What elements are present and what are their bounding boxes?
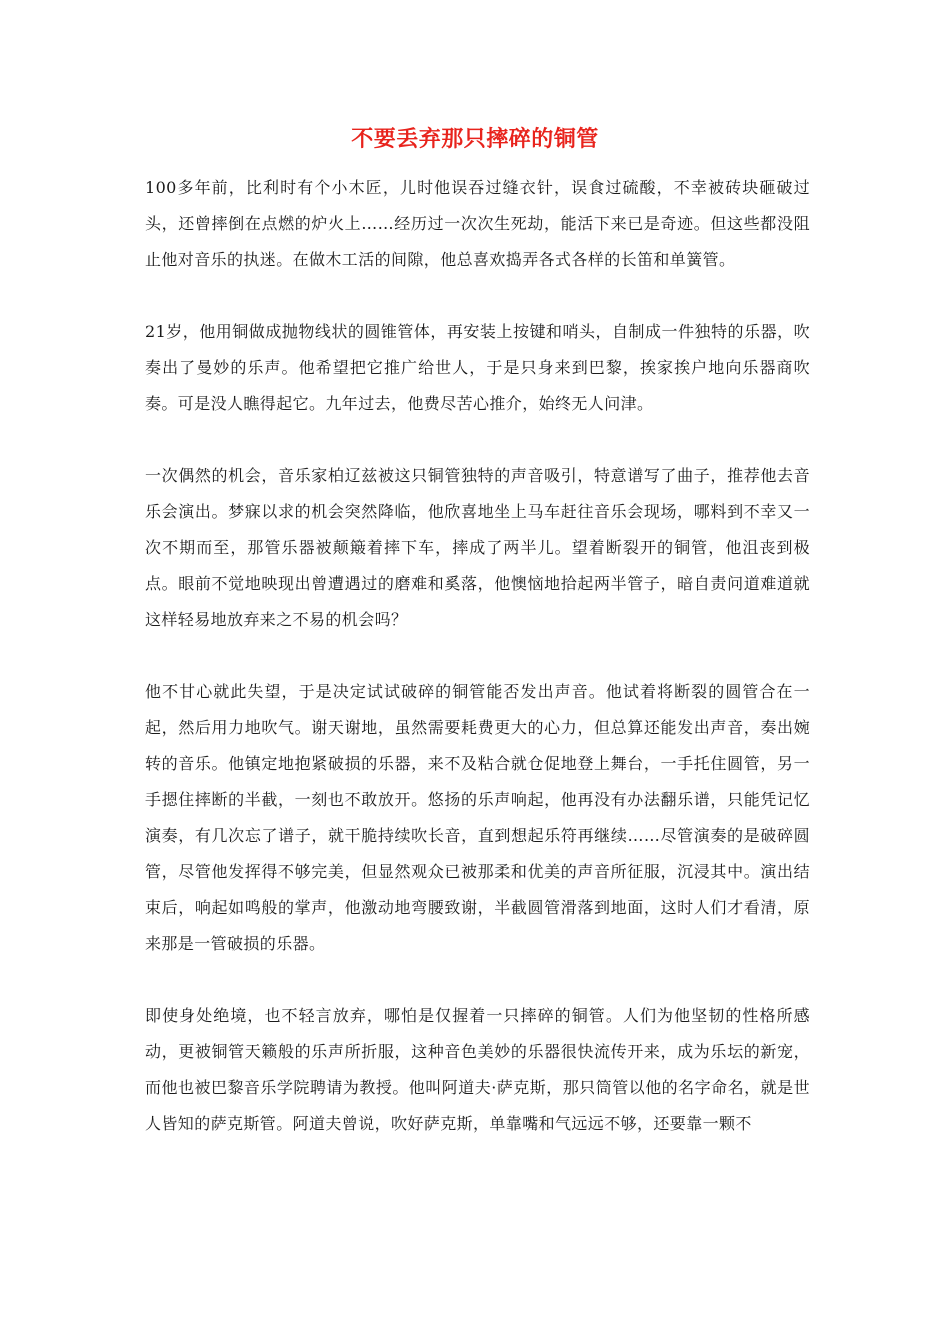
paragraph-2: 21岁，他用铜做成抛物线状的圆锥管体，再安装上按键和哨头，自制成一件独特的乐器，吹奏出了曼妙的乐声。他希望把它推广给世人，于是只身来到巴黎，挨家挨户地向乐器商吹奏。可是没人瞧得起它。九年过去，他费尽苦心推介，始终无人问津。 bbox=[145, 322, 810, 413]
document-title: 不要丢弃那只摔碎的铜管 bbox=[351, 126, 599, 152]
document-body bbox=[145, 170, 810, 1142]
paragraph-5: 即使身处绝境，也不轻言放弃，哪怕是仅握着一只摔碎的铜管。人们为他坚韧的性格所感动，更被铜管天籁般的乐声所折服，这种音色美妙的乐器很快流传开来，成为乐坛的新宠，而他也被巴黎音乐学院聘请为教授。他叫阿道夫·萨克斯，那只筒管以他的名字命名，就是世人皆知的萨克斯管。阿道夫曾说，吹好萨克斯，单靠嘴和气远远不够，还要靠一颗不 bbox=[145, 1006, 810, 1133]
paragraph-3: 一次偶然的机会，音乐家柏辽兹被这只铜管独特的声音吸引，特意谱写了曲子，推荐他去音乐会演出。梦寐以求的机会突然降临，他欣喜地坐上马车赶往音乐会现场，哪料到不幸又一次不期而至，那管乐器被颠簸着摔下车，摔成了两半儿。望着断裂开的铜管，他沮丧到极点。眼前不觉地映现出曾遭遇过的磨难和奚落，他懊恼地拾起两半管子，暗自责问道难道就这样轻易地放弃来之不易的机会吗？ bbox=[145, 466, 810, 629]
paragraph-4: 他不甘心就此失望，于是决定试试破碎的铜管能否发出声音。他试着将断裂的圆管合在一起，然后用力地吹气。谢天谢地，虽然需要耗费更大的心力，但总算还能发出声音，奏出婉转的音乐。他镇定地抱紧破损的乐器，来不及粘合就仓促地登上舞台，一手托住圆管，另一手摁住摔断的半截，一刻也不敢放开。悠扬的乐声响起，他再没有办法翻乐谱，只能凭记忆演奏，有几次忘了谱子，就干脆持续吹长音，直到想起乐符再继续……尽管演奏的是破碎圆管，尽管他发挥得不够完美，但显然观众已被那柔和优美的声音所征服，沉浸其中。演出结束后，响起如鸣般的掌声，他激动地弯腰致谢，半截圆管滑落到地面，这时人们才看清，原来那是一管破损的乐器。 bbox=[145, 682, 810, 953]
paragraph-1: 100多年前，比利时有个小木匠，儿时他误吞过缝衣针，误食过硫酸，不幸被砖块砸破过头，还曾摔倒在点燃的炉火上……经历过一次次生死劫，能活下来已是奇迹。但这些都没阻止他对音乐的执迷。在做木工活的间隙，他总喜欢捣弄各式各样的长笛和单簧管。 bbox=[145, 178, 810, 269]
